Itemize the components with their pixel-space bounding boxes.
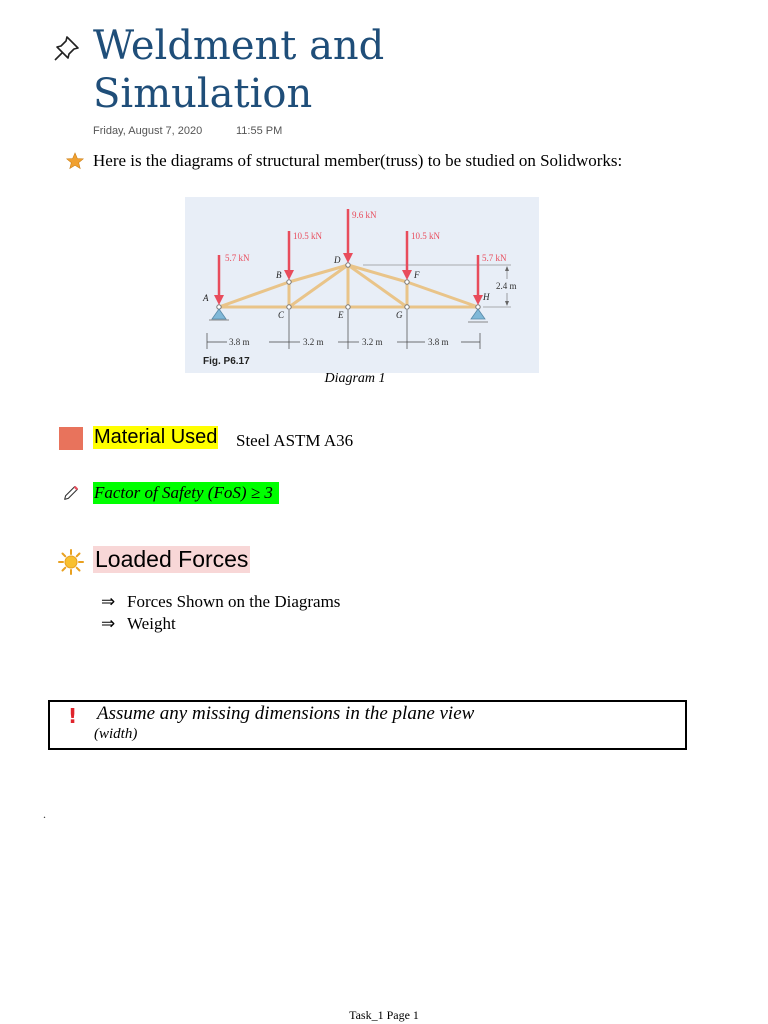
load-label-d: 9.6 kN bbox=[352, 210, 377, 220]
node-label-f: F bbox=[414, 270, 420, 280]
note-box bbox=[48, 700, 687, 750]
span-label-3: 3.2 m bbox=[362, 337, 383, 347]
page-title: Weldment and Simulation bbox=[93, 23, 385, 117]
load-label-f: 10.5 kN bbox=[411, 231, 440, 241]
truss-diagram bbox=[185, 197, 539, 373]
loaded-forces-heading: Loaded Forces bbox=[95, 546, 249, 572]
sun-icon bbox=[58, 549, 84, 575]
node-label-d: D bbox=[334, 255, 341, 265]
pushpin-icon bbox=[52, 33, 82, 63]
note-text: Assume any missing dimensions in the plane view bbox=[97, 703, 475, 724]
span-label-1: 3.8 m bbox=[229, 337, 250, 347]
height-label: 2.4 m bbox=[496, 281, 517, 291]
figure-label: Fig. P6.17 bbox=[203, 356, 250, 367]
load-label-b: 10.5 kN bbox=[293, 231, 322, 241]
note-subtext: (width) bbox=[94, 726, 138, 742]
node-label-h: H bbox=[483, 292, 490, 302]
span-label-4: 3.8 m bbox=[428, 337, 449, 347]
note-date: Friday, August 7, 2020 bbox=[93, 125, 203, 137]
span-label-2: 3.2 m bbox=[303, 337, 324, 347]
arrow-bullet: ⇒ bbox=[101, 614, 116, 633]
red-square-icon bbox=[59, 427, 83, 450]
load-label-h: 5.7 kN bbox=[482, 253, 507, 263]
material-value: Steel ASTM A36 bbox=[236, 431, 354, 450]
stray-mark: . bbox=[43, 807, 46, 821]
node-label-g: G bbox=[396, 310, 403, 320]
intro-text: Here is the diagrams of structural member(truss) to be studied on Solidworks: bbox=[93, 151, 623, 170]
figure-caption: Diagram 1 bbox=[324, 371, 386, 386]
list-item bbox=[101, 592, 340, 612]
pencil-icon bbox=[62, 484, 80, 502]
list-item-text: Forces Shown on the Diagrams bbox=[127, 592, 341, 611]
node-label-c: C bbox=[278, 310, 285, 320]
page-footer: Task_1 Page 1 bbox=[349, 1008, 419, 1022]
list-item-text: Weight bbox=[127, 614, 176, 633]
node-label-b: B bbox=[276, 270, 282, 280]
exclamation-icon: ! bbox=[68, 704, 78, 728]
list-item bbox=[101, 614, 176, 634]
node-label-a: A bbox=[203, 293, 209, 303]
node-label-e: E bbox=[338, 310, 344, 320]
factor-of-safety: Factor of Safety (FoS) ≥ 3 bbox=[93, 482, 279, 504]
load-label-a: 5.7 kN bbox=[225, 253, 250, 263]
material-label: Material Used bbox=[94, 426, 218, 448]
note-time: 11:55 PM bbox=[236, 125, 283, 137]
star-icon bbox=[66, 152, 84, 170]
arrow-bullet: ⇒ bbox=[101, 592, 116, 611]
